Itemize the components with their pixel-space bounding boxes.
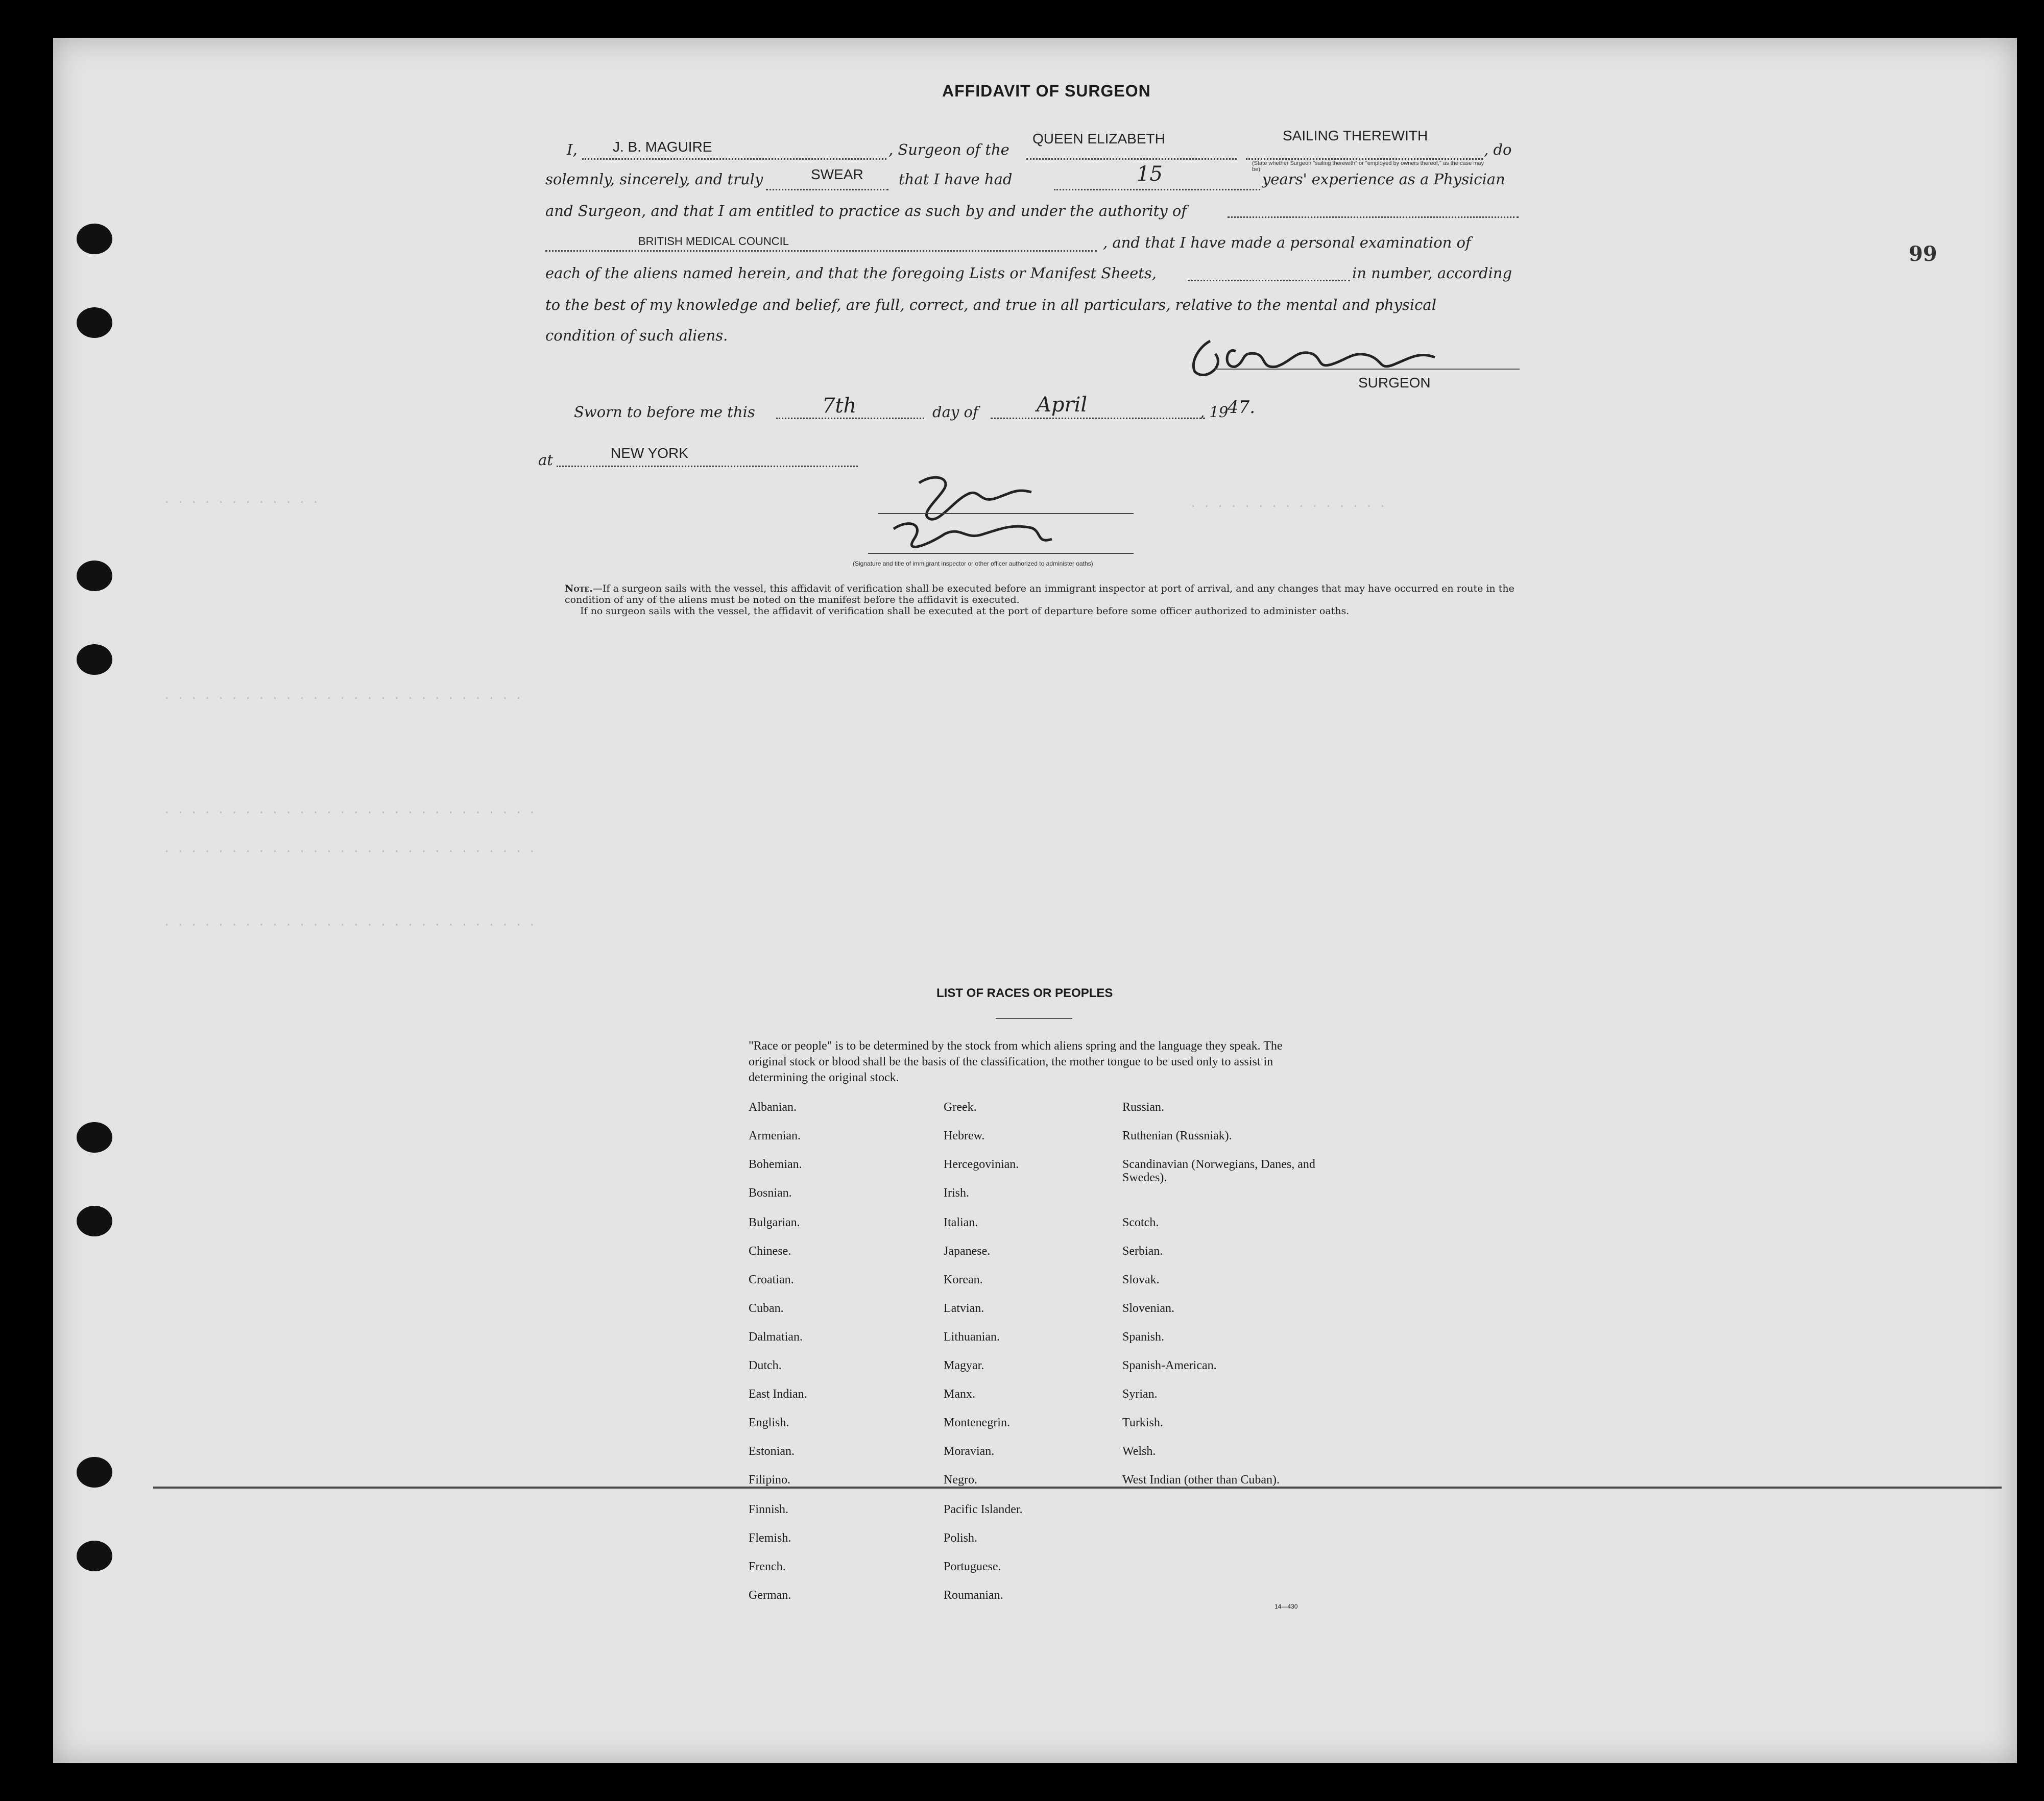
race-item: Magyar. [944,1359,984,1372]
race-item: Cuban. [749,1302,784,1315]
race-item: Albanian. [749,1101,797,1114]
race-item: Polish. [944,1531,978,1545]
line-6: to the best of my knowledge and belief, are full, correct, and true in all particulars, relative to the mental and physical [545,296,1436,313]
sworn-start: Sworn to before me this [574,403,755,421]
line-5-start: each of the aliens named herein, and that the foregoing Lists or Manifest Sheets, [545,264,1157,282]
race-item: Flemish. [749,1531,791,1545]
licensing-authority: BRITISH MEDICAL COUNCIL [638,235,789,248]
years-value: 15 [1137,162,1163,186]
surgeon-name: J. B. MAGUIRE [613,139,712,155]
race-item: Italian. [944,1216,978,1229]
race-item: Korean. [944,1273,983,1286]
race-item: Greek. [944,1101,977,1114]
race-item: Latvian. [944,1302,984,1315]
race-item: Scotch. [1122,1216,1159,1229]
fill-line [991,418,1205,419]
race-item: Turkish. [1122,1416,1163,1429]
race-item: Slovenian. [1122,1302,1174,1315]
race-item: Spanish-American. [1122,1359,1217,1372]
line-2-middle: that I have had [899,171,1013,188]
fill-line [1026,158,1237,160]
ghost-row: · · · · · · · · · · · · · · · [1190,500,1386,513]
surgeon-status: SAILING THEREWITH [1283,128,1428,143]
race-item: Slovak. [1122,1273,1160,1286]
line-1-middle: , Surgeon of the [888,141,1009,158]
fill-line [545,250,1097,252]
race-item: Serbian. [1122,1245,1163,1258]
race-item: Roumanian. [944,1589,1003,1602]
line-3: and Surgeon, and that I am entitled to practice as such by and under the authority of [545,202,1187,220]
race-item: Irish. [944,1186,969,1200]
place-name: NEW YORK [611,445,688,461]
races-title: LIST OF RACES OR PEOPLES [936,986,1113,1000]
race-item: Croatian. [749,1273,794,1286]
oath-word: SWEAR [811,166,863,182]
punch-hole [77,1457,112,1488]
note-label: Note. [565,583,593,594]
punch-hole [77,307,112,338]
fill-line [776,418,924,419]
race-item: Portuguese. [944,1560,1001,1573]
race-item: Lithuanian. [944,1330,1000,1344]
ghost-row: · · · · · · · · · · · · · · · · · · · · · · · · · · · · [163,807,536,819]
race-item: Dalmatian. [749,1330,803,1344]
inspector-caption: (Signature and title of immigrant inspector or other officer authorized to administer oaths) [853,560,1093,567]
race-item: Manx. [944,1388,975,1401]
race-item: Filipino. [749,1473,791,1487]
sworn-year-prefix: , 19 [1200,403,1229,421]
race-item: Bulgarian. [749,1216,800,1229]
signature-line [1215,369,1520,370]
ghost-row: · · · · · · · · · · · · · · · · · · · · · · · · · · · · [163,919,536,932]
fill-line [1188,280,1350,281]
note-text-1: —If a surgeon sails with the vessel, this affidavit of verification shall be executed before an immigrant inspector at port of arrival, and any changes that may have occurred en route in the condition of any of the aliens must be noted on the manifest before the affidavit is executed. [565,583,1514,605]
race-item: Montenegrin. [944,1416,1010,1429]
race-item: East Indian. [749,1388,807,1401]
races-title-underline [996,1018,1072,1019]
status-note: (State whether Surgeon "sailing therewith" or "employed by owners thereof," as the case may be) [1252,160,1484,173]
race-item: Bohemian. [749,1158,802,1171]
race-item: Finnish. [749,1503,789,1516]
punch-hole [77,224,112,254]
paper-fold-line [153,1487,2002,1492]
line-5-end: in number, according [1352,264,1512,282]
race-item: Spanish. [1122,1330,1165,1344]
races-intro: "Race or people" is to be determined by the stock from which aliens spring and the language they speak. The original stock or blood shall be the basis of the classification, the mother tongue to be used only to assist in determining the original stock. [749,1039,1283,1084]
place-line [557,466,858,467]
place-label: at [538,451,553,469]
page-number: 99 [1909,242,1937,266]
race-item: English. [749,1416,789,1429]
fill-line [582,158,886,160]
race-item: Syrian. [1122,1388,1158,1401]
race-item: Welsh. [1122,1445,1156,1458]
surgeon-signature-title: SURGEON [1358,375,1431,391]
race-item: Negro. [944,1473,977,1487]
line-2-start: solemnly, sincerely, and truly [545,171,763,188]
fill-line [1228,216,1519,218]
race-item: Moravian. [944,1445,995,1458]
race-item: Russian. [1122,1101,1165,1114]
vessel-name: QUEEN ELIZABETH [1032,131,1165,147]
race-item: Hercegovinian. [944,1158,1019,1171]
race-item: Ruthenian (Russniak). [1122,1129,1232,1142]
punch-hole [77,561,112,591]
fill-line [766,189,888,190]
race-item: Scandinavian (Norwegians, Danes, and Swedes). [1122,1158,1315,1184]
race-item: Japanese. [944,1245,991,1258]
ghost-row: · · · · · · · · · · · · [163,496,319,509]
race-item: French. [749,1560,786,1573]
punch-hole [77,1122,112,1153]
line-2-end: years' experience as a Physician [1262,171,1505,188]
race-item: Armenian. [749,1129,801,1142]
fill-line [1246,158,1483,160]
race-item: German. [749,1589,791,1602]
race-item: Pacific Islander. [944,1503,1023,1516]
punch-hole [77,1541,112,1571]
race-item: Dutch. [749,1359,782,1372]
sworn-month: April [1037,393,1088,417]
punch-hole [77,644,112,675]
punch-hole [77,1206,112,1236]
race-item: Bosnian. [749,1186,792,1200]
note-text-2: If no surgeon sails with the vessel, the affidavit of verification shall be executed at the port of departure before some officer authorized to administer oaths. [580,605,1350,617]
ghost-row: · · · · · · · · · · · · · · · · · · · · · · · · · · · · [163,845,536,858]
line-7: condition of such aliens. [545,327,728,344]
line-1-start: I, [567,141,578,158]
line-1-end: , do [1484,141,1512,158]
affidavit-note [565,583,1525,617]
race-item: West Indian (other than Cuban). [1122,1473,1280,1487]
race-item: Chinese. [749,1245,791,1258]
race-item: Estonian. [749,1445,795,1458]
sworn-middle: day of [932,403,978,421]
inspector-signature [848,468,1144,570]
affidavit-title: AFFIDAVIT OF SURGEON [942,82,1151,100]
fill-line [1054,189,1260,190]
ghost-row: · · · · · · · · · · · · · · · · · · · · · · · · · · · [163,692,522,705]
race-item: Hebrew. [944,1129,985,1142]
form-number: 14—430 [1275,1603,1298,1610]
sworn-day: 7th [822,394,857,418]
sworn-year: 47. [1228,397,1256,418]
line-4: , and that I have made a personal examination of [1103,234,1471,251]
